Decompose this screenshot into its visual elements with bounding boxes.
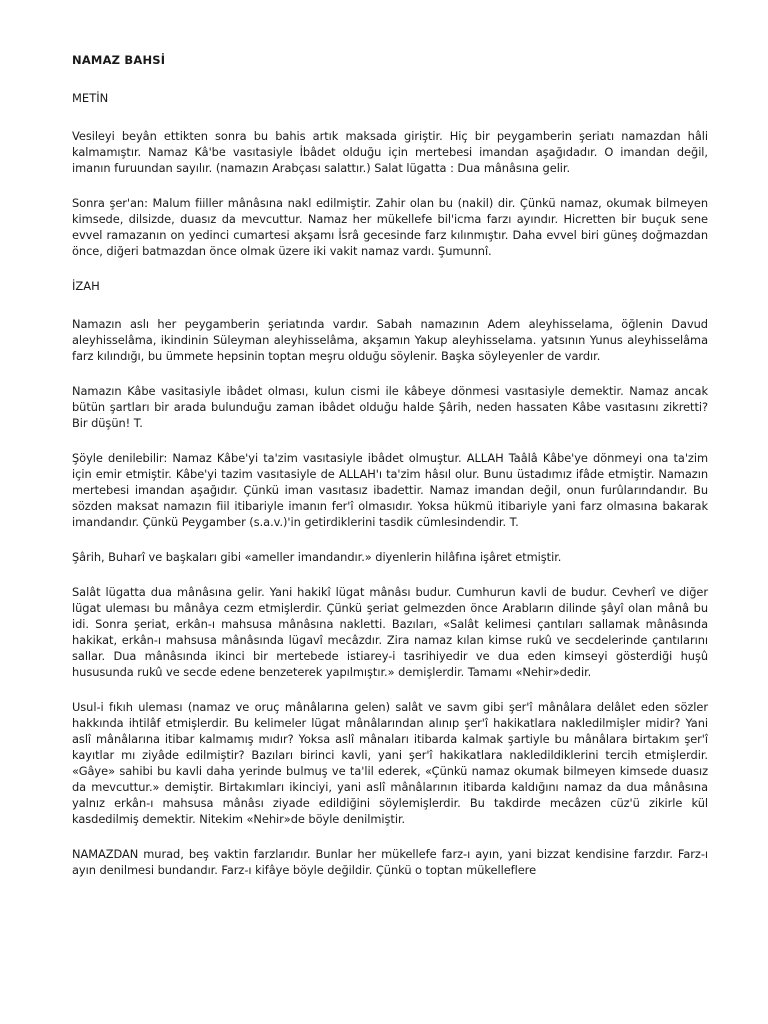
section-heading-izah: İZAH <box>72 279 100 293</box>
document-title: NAMAZ BAHSİ <box>72 53 166 67</box>
paragraph: Usul-i fıkıh uleması (namaz ve oruç mânâlarına gelen) salât ve savm gibi şer'î mânâlara delâlet eden sözler hakkında ihtilâf etmişlerdir. Bu kelimeler lügat mânâlarından alınıp şer'î hakikatlara nakledilmişler midir? Yani aslî mânâlarına itibar kalmamış mıdır? Yoksa aslî mânaları itibarda kalmak şartiyle bu mânâlara birtakım şer'î kayıtlar mı ziyâde edilmiştir? Bazıları birinci kavli, yani şer'î hakikatlara nakledildiklerini tercih etmişlerdir. «Gâye» sahibi bu kavli daha yerinde bulmuş ve ta'lil ederek, «Çünkü namaz okumak bilmeyen kimsede duasız da mevcuttur.» demiştir. Birtakımları ikinciyi, yani aslî mânâlarının itibarda kaldığını namaz da dua mânâsına yalnız erkân-ı mahsusa mânâsı ziyade edildiğini söylemişlerdir. Bu takdirde mecâzen cüz'ü zikirle kül kasdedilmiş demektir. Nitekim «Nehir»de böyle denilmiştir. <box>72 700 708 826</box>
paragraph: Namazın aslı her peygamberin şeriatında vardır. Sabah namazının Adem aleyhisselama, öğlenin Davud aleyhisselâma, ikindinin Süleyman aleyhisselâma, akşamın Yakup aleyhisselama. yatsının Yunus aleyhisselâma farz kılındığı, bu ümmete hepsinin toptan meşru olduğu söylenir. Başka söyleyenler de vardır. <box>72 317 708 363</box>
paragraph: NAMAZDAN murad, beş vaktin farzlarıdır. Bunlar her mükellefe farz-ı ayın, yani bizzat kendisine farzdır. Farz-ı ayın denilmesi bundandır. Farz-ı kifâye böyle değildir. Çünkü o toptan mükelleflere <box>72 847 708 877</box>
paragraph: Şöyle denilebilir: Namaz Kâbe'yi ta'zim vasıtasiyle ibâdet olmuştur. ALLAH Taâlâ Kâbe'ye dönmeyi ona ta'zim için emir etmiştir. Kâbe'yi tazim vasıtasiyle de ALLAH'ı ta'zim hâsıl olur. Bunu üstadımız ifâde etmiştir. Namazın mertebesi imandan aşağıdır. Çünkü iman vasıtasız ibadettir. Namaz imandan değil, onun furûlarındandır. Bu sözden maksat namazın fiil itibariyle imanın fer'î olmasıdır. Yoksa hükmü itibariyle yani farz olmasına bakarak imandandır. Çünkü Peygamber (s.a.v.)'in getirdiklerini tasdik cümlesindendir. T. <box>72 451 708 529</box>
section-heading-metin: METİN <box>72 91 109 105</box>
paragraph: Vesileyi beyân ettikten sonra bu bahis artık maksada giriştir. Hiç bir peygamberin şeriatı namazdan hâli kalmamıştır. Namaz Kâ'be vasıtasiyle İbâdet olduğu için mertebesi imandan aşağıdadır. O imandan değil, imanın furuundan sayılır. (namazın Arabçası salattır.) Salat lügatta : Dua mânâsına gelir. <box>72 129 708 175</box>
paragraph: Salât lügatta dua mânâsına gelir. Yani hakikî lügat mânâsı budur. Cumhurun kavli de budur. Cevherî ve diğer lügat uleması bu mânâya cezm etmişlerdir. Çünkü şeriat gelmezden önce Arabların dilinde şâyî olan mânâ bu idi. Sonra şeriat, erkân-ı mahsusa mânâsına nakletti. Bazıları, «Salât kelimesi çantıları sallamak mânâsında hakikat, erkân-ı mahsusa mânâsında lügavî mecâzdır. Zira namaz kılan kimse rukû ve secdelerinde çantılarını sallar. Dua mânâsında ikinci bir mertebede istiarey-i tasrihiyedir ve dua eden kimseyi gösterdiği huşû hususunda rukû ve secde edene benzeterek yapılmıştır.» demişlerdir. Tamamı «Nehir»dedir. <box>72 585 708 679</box>
paragraph: Sonra şer'an: Malum fiiller mânâsına nakl edilmiştir. Zahir olan bu (nakil) dir. Çünkü namaz, okumak bilmeyen kimsede, dilsizde, duasız da mevcuttur. Namaz her mükellefe bil'icma farzı ayındır. Hicretten bir buçuk sene evvel ramazanın on yedinci cumartesi akşamı İsrâ gecesinde farz kılınmıştır. Daha evvel biri güneş doğmazdan önce, diğeri batmazdan önce olmak üzere iki vakit namaz vardı. Şumunnî. <box>72 196 708 258</box>
document-page <box>72 52 708 878</box>
paragraph: Şârih, Buharî ve başkaları gibi «ameller imandandır.» diyenlerin hilâfına işâret etmiştir. <box>72 550 562 564</box>
paragraph: Namazın Kâbe vasitasiyle ibâdet olması, kulun cismi ile kâbeye dönmesi vasıtasiyle demektir. Namaz ancak bütün şartları bir arada bulunduğu zaman ibâdet olduğu halde Şârih, neden hassaten Kâbe vasıtasını zikretti? Bir düşün! T. <box>72 384 708 430</box>
